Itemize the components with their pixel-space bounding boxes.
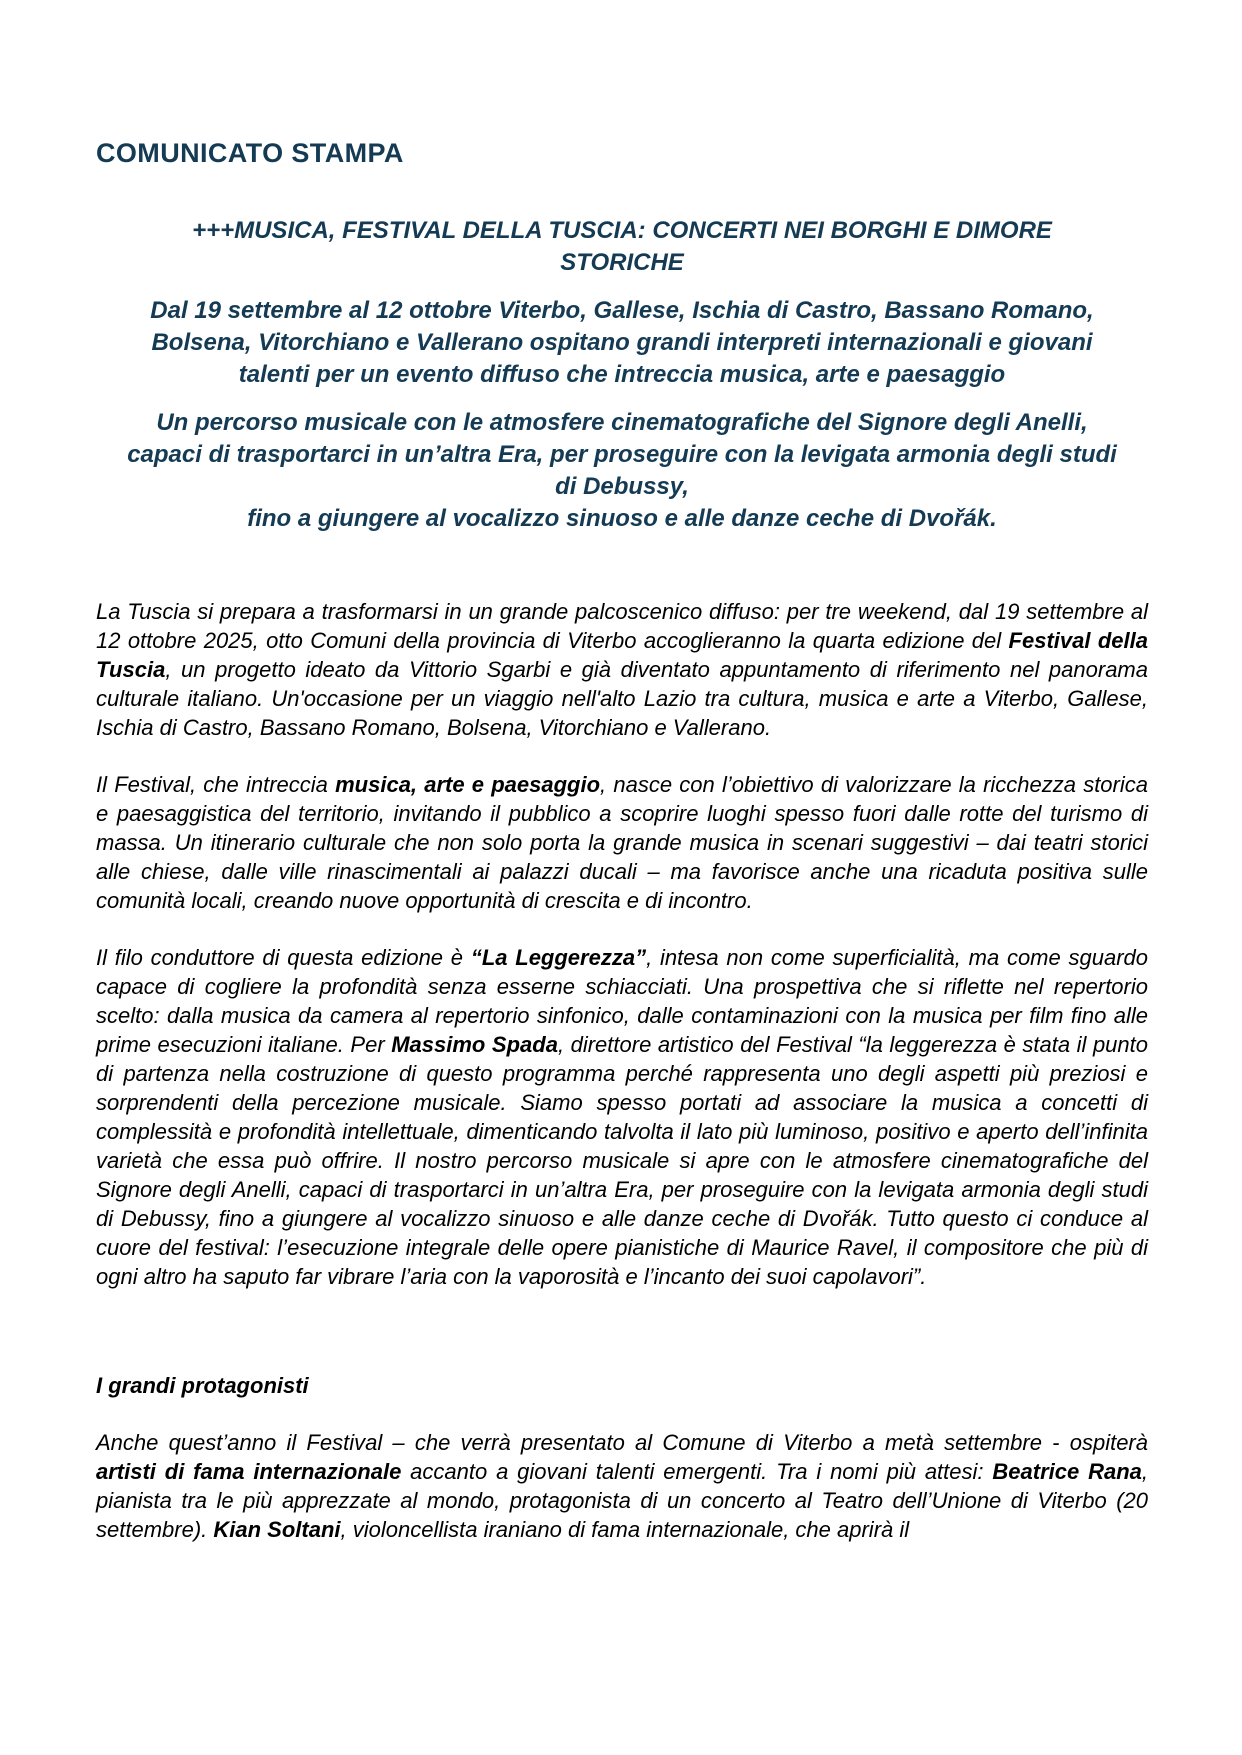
text-run: accanto a giovani talenti emergenti. Tra i nomi più attesi: <box>401 1459 993 1484</box>
text-run: Il filo conduttore di questa edizione è <box>96 945 471 970</box>
section-heading-protagonisti: I grandi protagonisti <box>96 1373 309 1398</box>
text-run: Kian Soltani <box>213 1517 341 1542</box>
text-run: La Tuscia si prepara a trasformarsi in un grande palcoscenico diffuso: per tre weekend, dal 19 settembre al 12 ottobre 2025, otto Comuni della provincia di Viterbo accoglieranno la quarta edizione del <box>96 599 1148 653</box>
text-run: , intesa non come superficialità, ma come sguardo capace di cogliere la profondità senza esserne schiacciati. Una prospettiva che si riflette nel repertorio scelto: dalla musica da camera al repertorio sinfonico, dalle contaminazioni con la musica per film fino alle prime esecuzioni italiane. Per <box>96 945 1149 1057</box>
paragraph-intro <box>96 597 1148 742</box>
text-run: Anche quest’anno il Festival – che verrà presentato al Comune di Viterbo a metà settembre - ospiterà <box>96 1430 1148 1455</box>
subheadline-journey-line-2: fino a giungere al vocalizzo sinuoso e alle danze ceche di Dvořák. <box>247 505 997 532</box>
text-run: musica, arte e paesaggio <box>335 772 601 797</box>
paragraph-protagonisti <box>96 1428 1148 1544</box>
text-run: , pianista tra le più apprezzate al mondo, protagonista di un concerto al Teatro dell’Unione di Viterbo (20 settembre). <box>96 1459 1148 1542</box>
text-run: “La Leggerezza” <box>470 945 647 970</box>
text-run: Festival della Tuscia <box>96 628 1148 682</box>
text-run: , violoncellista iraniano di fama internazionale, che aprirà il <box>340 1517 910 1542</box>
paragraph-festival-mission <box>96 770 1148 915</box>
headline-main: +++MUSICA, FESTIVAL DELLA TUSCIA: CONCERTI NEI BORGHI E DIMORE STORICHE <box>192 217 1052 276</box>
text-run: , nasce con l’obiettivo di valorizzare la ricchezza storica e paesaggistica del territorio, invitando il pubblico a scoprire luoghi spesso fuori dalle rotte del turismo di massa. Un itinerario culturale che non solo porta la grande musica in scenari suggestivi – dai teatri storici alle chiese, dalle ville rinascimentali ai palazzi ducali – ma favorisce anche una ricaduta positiva sulle comunità locali, creando nuove opportunità di crescita e di incontro. <box>96 772 1148 913</box>
subheadline-journey-line-1: Un percorso musicale con le atmosfere cinematografiche del Signore degli Anelli, capaci di trasportarci in un’altra Era, per proseguire con la levigata armonia degli studi di Debussy, <box>127 409 1117 500</box>
subheadline-dates: Dal 19 settembre al 12 ottobre Viterbo, Gallese, Ischia di Castro, Bassano Romano, Bolsena, Vitorchiano e Vallerano ospitano grandi interpreti internazionali e giovani talenti per un evento diffuso che intreccia musica, arte e paesaggio <box>150 297 1094 388</box>
text-run: Il Festival, che intreccia <box>96 772 336 797</box>
text-run: artisti di fama internazionale <box>96 1459 402 1484</box>
kicker-comunicato-stampa: COMUNICATO STAMPA <box>96 138 404 168</box>
paragraph-theme-leggerezza <box>96 943 1148 1291</box>
text-run: , un progetto ideato da Vittorio Sgarbi e già diventato appuntamento di riferimento nel panorama culturale italiano. Un'occasione per un viaggio nell'alto Lazio tra cultura, musica e arte a Viterbo, Gallese, Ischia di Castro, Bassano Romano, Bolsena, Vitorchiano e Vallerano. <box>96 657 1148 740</box>
text-run: Beatrice Rana <box>992 1459 1142 1484</box>
text-run: Massimo Spada <box>391 1032 558 1057</box>
subheadline-musical-journey <box>117 407 1127 535</box>
text-run: , direttore artistico del Festival “la leggerezza è stata il punto di partenza nella costruzione di questo programma perché rappresenta uno degli aspetti più preziosi e sorprendenti della percezione musicale. Siamo spesso portati ad associare la musica a concetti di complessità e profondità intellettuale, dimenticando talvolta il lato più luminoso, positivo e aperto dell’infinita varietà che essa può offrire. Il nostro percorso musicale si apre con le atmosfere cinematografiche del Signore degli Anelli, capaci di trasportarci in un’altra Era, per proseguire con la levigata armonia degli studi di Debussy, fino a giungere al vocalizzo sinuoso e alle danze ceche di Dvořák. Tutto questo ci conduce al cuore del festival: l’esecuzione integrale delle opere pianistiche di Maurice Ravel, il compositore che più di ogni altro ha saputo far vibrare l’aria con la vaporosità e l’incanto dei suoi capolavori”. <box>96 1032 1148 1289</box>
